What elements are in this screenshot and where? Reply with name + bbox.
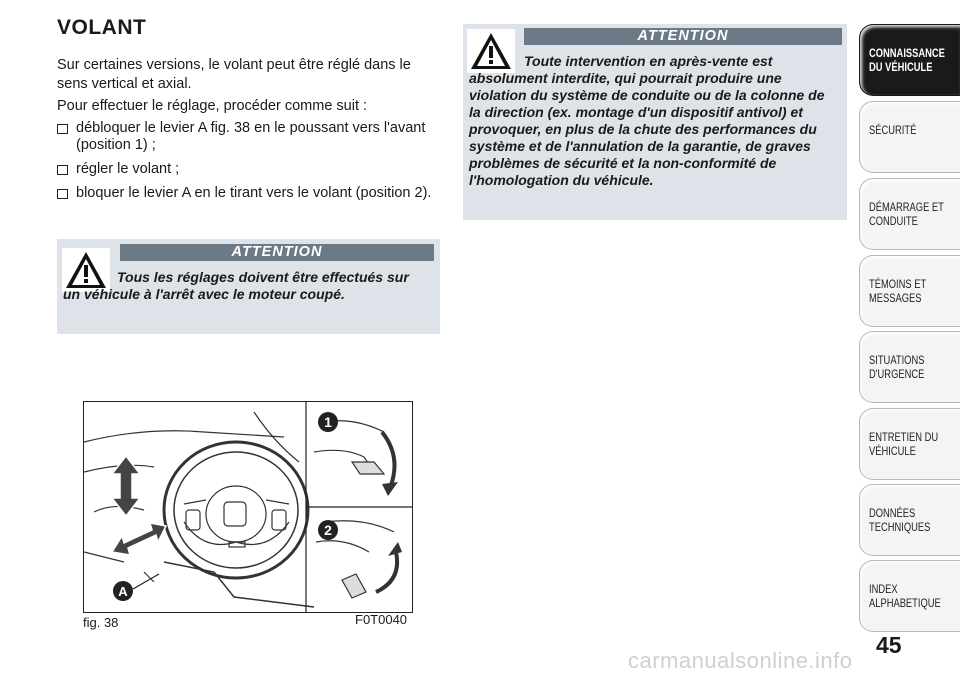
tab-securite[interactable] xyxy=(859,101,960,173)
tab-label: DÉMARRAGE ET CONDUITE xyxy=(869,200,944,228)
vertical-adjust-arrow-icon xyxy=(112,456,140,516)
procedure-steps xyxy=(57,120,440,209)
step-item xyxy=(57,161,440,178)
figure-code: F0T0040 xyxy=(355,612,408,627)
tab-situations-durgence[interactable] xyxy=(859,331,960,403)
checkbox-bullet-icon xyxy=(57,124,68,134)
callout-a: A xyxy=(118,584,128,599)
step-text: régler le volant ; xyxy=(76,161,180,177)
tab-label: INDEX ALPHABETIQUE xyxy=(869,582,941,610)
axial-adjust-arrow-icon xyxy=(112,523,166,555)
section-title: VOLANT xyxy=(57,16,147,39)
procedure-intro: Pour effectuer le réglage, procéder comme suit : xyxy=(57,98,368,114)
tab-connaissance-du-vehicule[interactable] xyxy=(859,24,960,96)
tab-index-alphabetique[interactable] xyxy=(859,560,960,632)
tab-label: SITUATIONS D'URGENCE xyxy=(869,353,925,381)
step-text: débloquer le levier A fig. 38 en le poussant vers l'avant (position 1) ; xyxy=(76,120,426,153)
tab-label: DONNÉES TECHNIQUES xyxy=(869,506,931,534)
tab-label: TÉMOINS ET MESSAGES xyxy=(869,277,927,305)
checkbox-bullet-icon xyxy=(57,189,68,199)
warning-label: ATTENTION xyxy=(120,244,434,261)
figure-caption: fig. 38 xyxy=(83,615,119,630)
tab-donnees-techniques[interactable] xyxy=(859,484,960,556)
warning-box-left xyxy=(57,239,440,334)
callout-1: 1 xyxy=(324,414,332,430)
steering-wheel-figure xyxy=(83,401,413,613)
tab-temoins-et-messages[interactable] xyxy=(859,255,960,327)
tab-entretien-du-vehicule[interactable] xyxy=(859,408,960,480)
tab-label: ENTRETIEN DU VÉHICULE xyxy=(869,430,939,458)
watermark: carmanualsonline.info xyxy=(628,648,853,673)
tab-demarrage-et-conduite[interactable] xyxy=(859,178,960,250)
checkbox-bullet-icon xyxy=(57,165,68,175)
warning-label: ATTENTION xyxy=(524,28,842,45)
intro-paragraph: Sur certaines versions, le volant peut être réglé dans le sens vertical et axial. xyxy=(57,57,411,92)
warning-text: Toute intervention en après-vente est absolument interdite, qui pourrait produire une violation du système de conduite ou de la colonne de la direction (ex. montage d'un dispositif antivol) et provoquer, en plus de la chute des performances du système et de l'annulation de la garantie, de graves problèmes de sécurité et la non-conformité de l'homologation du véhicule. xyxy=(469,53,825,188)
warning-text: Tous les réglages doivent être effectués sur un véhicule à l'arrêt avec le moteur coupé. xyxy=(63,269,409,302)
tab-label: CONNAISSANCE DU VÉHICULE xyxy=(869,46,945,74)
callout-2: 2 xyxy=(324,522,332,538)
warning-box-right xyxy=(463,24,847,220)
step-text: bloquer le levier A en le tirant vers le volant (position 2). xyxy=(76,185,432,201)
tab-label: SÉCURITÉ xyxy=(869,123,917,137)
page-number: 45 xyxy=(876,632,902,658)
step-item xyxy=(57,120,440,154)
step-item xyxy=(57,185,440,202)
